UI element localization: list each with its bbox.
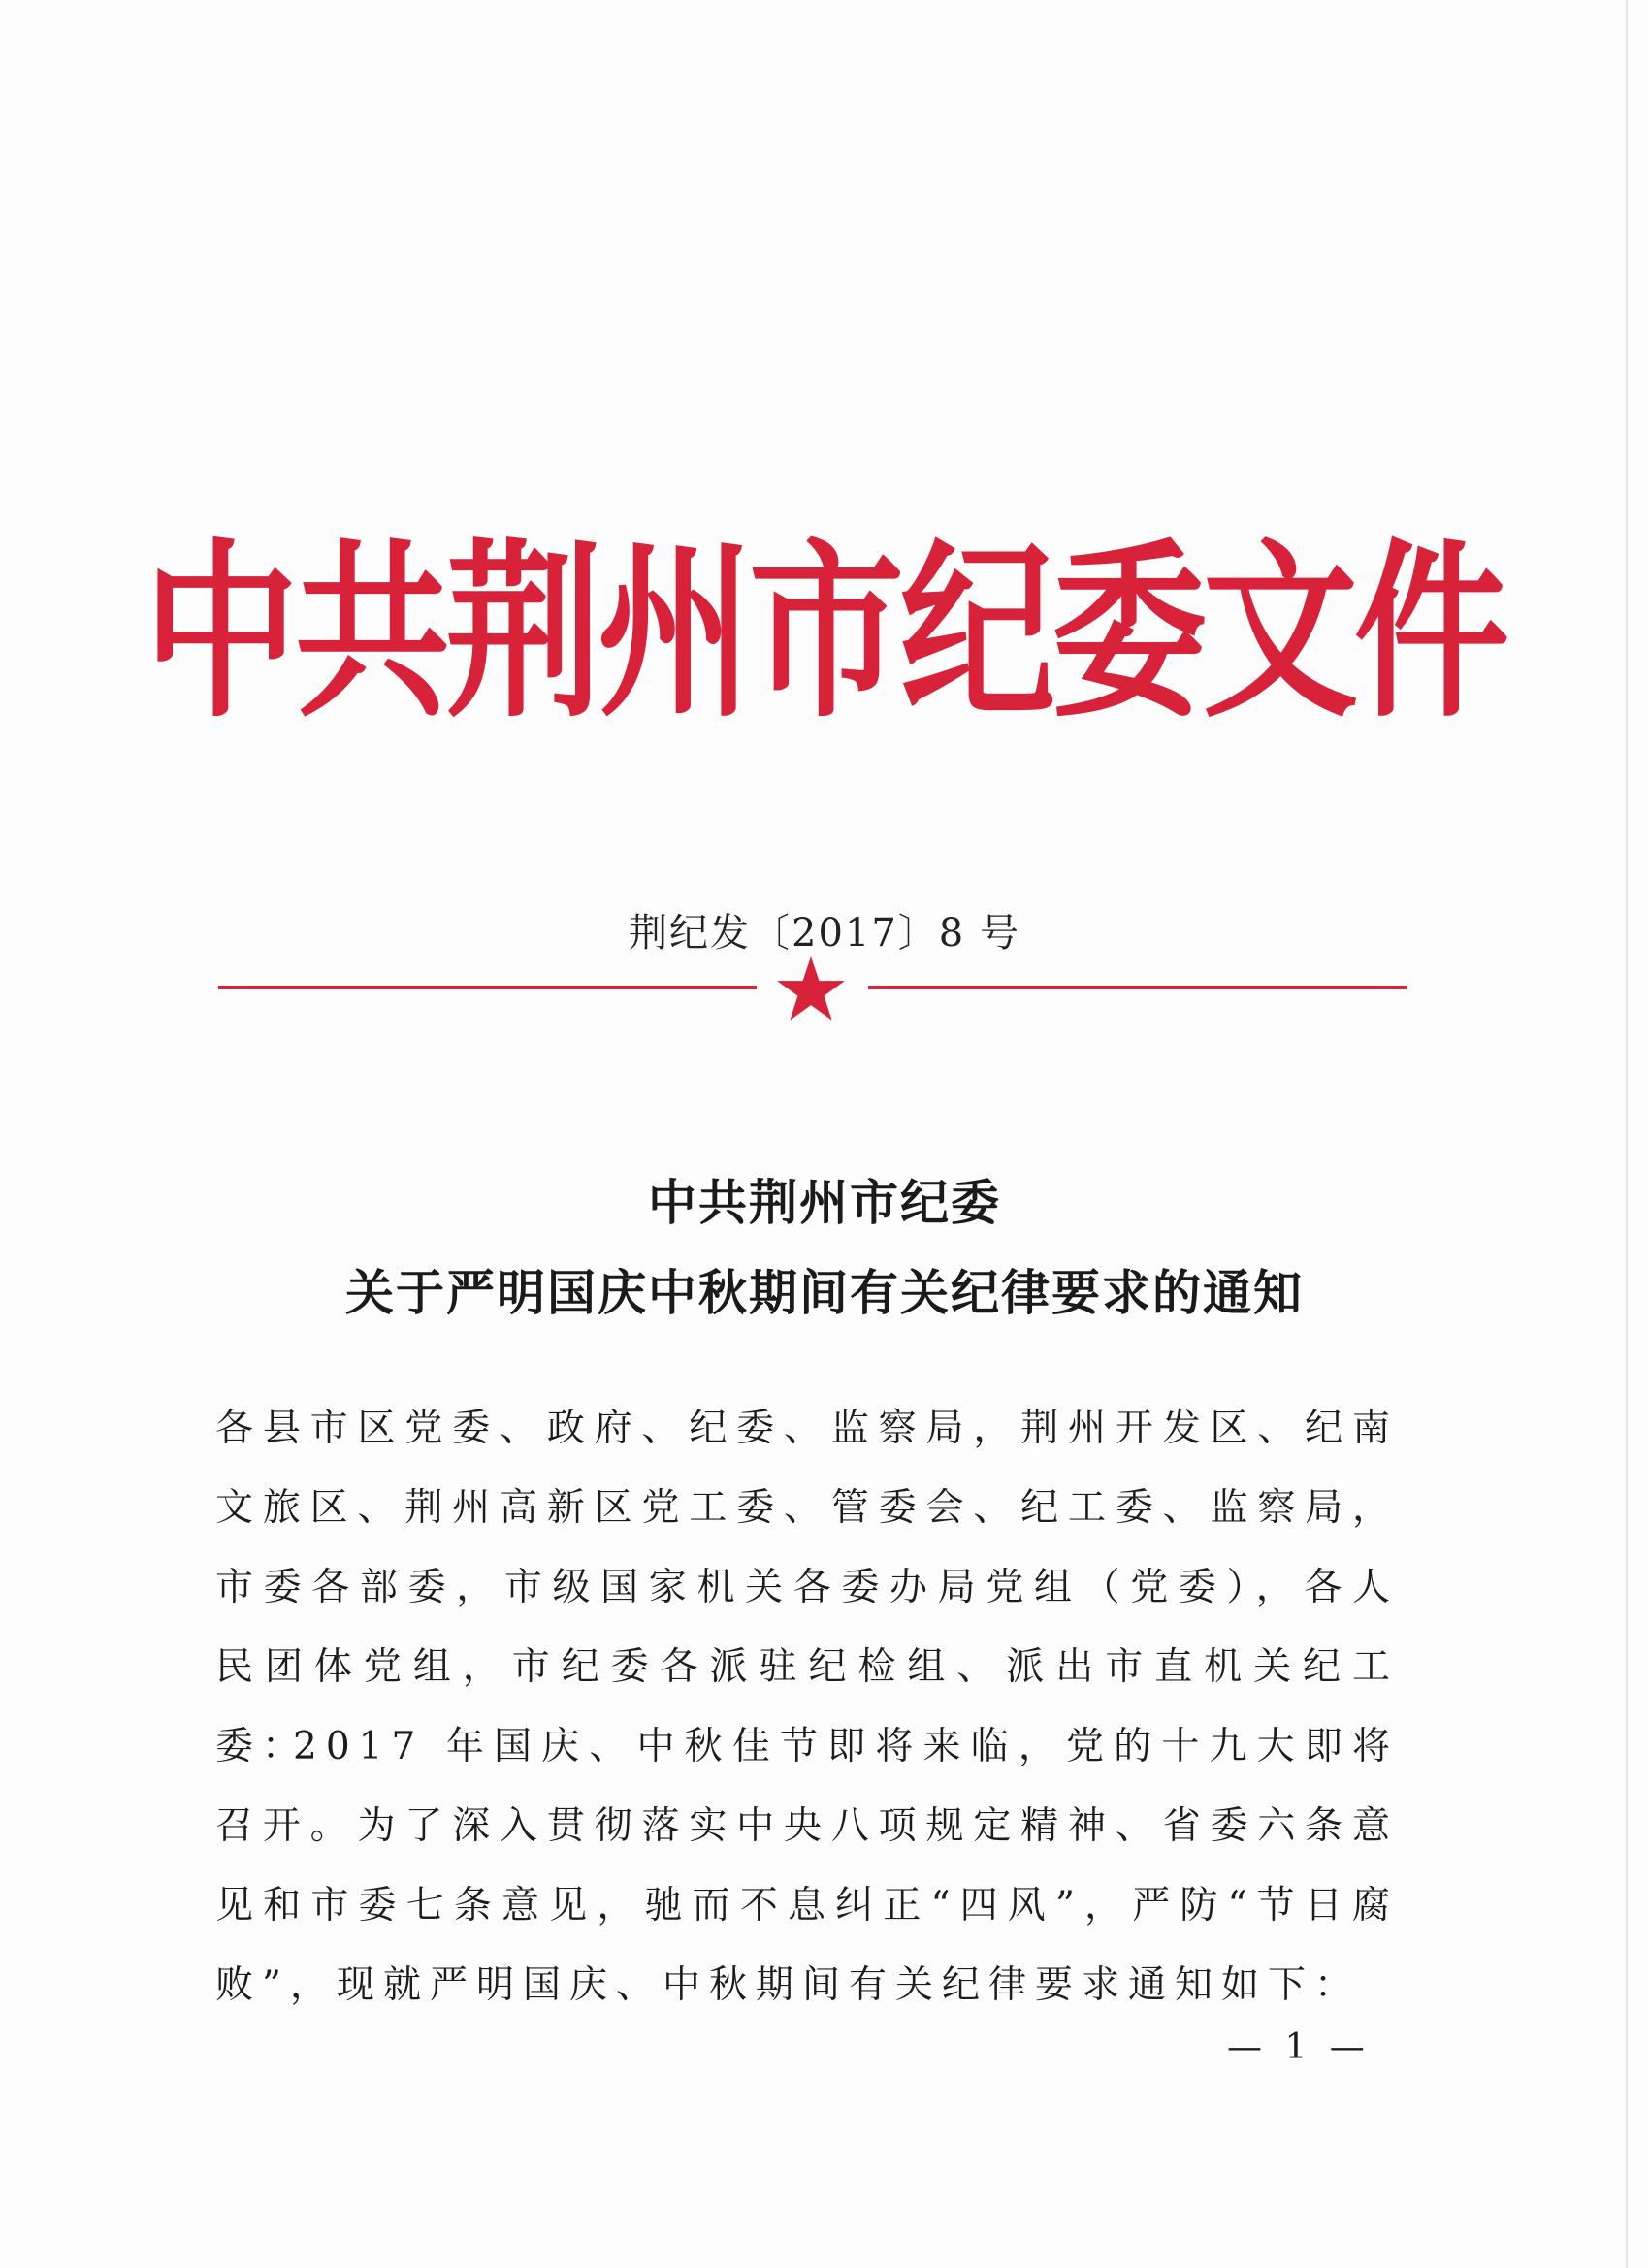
red-rule-right xyxy=(868,986,1406,989)
scan-edge-line xyxy=(1626,0,1628,2268)
body-paragraph-1: 2017 年国庆、中秋佳节即将来临，党的十九大即将召开。为了深入贯彻落实中央八项规定精神、省委六条意见和市委七条意见，驰而不息纠正“四风”，严防“节日腐败”，现就严明国庆、中秋期间有关纪律要求通知如下： xyxy=(215,1725,1399,2007)
notice-title-line2: 关于严明国庆中秋期间有关纪律要求的通知 xyxy=(345,1265,1304,1321)
red-header-banner: 中共荆州市纪委文件 xyxy=(143,521,1505,744)
document-number: 荆纪发〔2017〕8 号 xyxy=(629,911,1020,956)
red-star-icon xyxy=(776,956,846,1022)
red-rule-left xyxy=(218,986,757,989)
recipients-paragraph: 各县市区党委、政府、纪委、监察局，荆州开发区、纪南文旅区、荆州高新区党工委、管委会、纪工委、监察局，市委各部委，市级国家机关各委办局党组（党委），各人民团体党组，市纪委各派驻纪检组、派出市直机关纪工委： xyxy=(215,1407,1399,1768)
page-number: — 1 — xyxy=(1227,2027,1371,2067)
notice-title-line1: 中共荆州市纪委 xyxy=(648,1175,1001,1231)
